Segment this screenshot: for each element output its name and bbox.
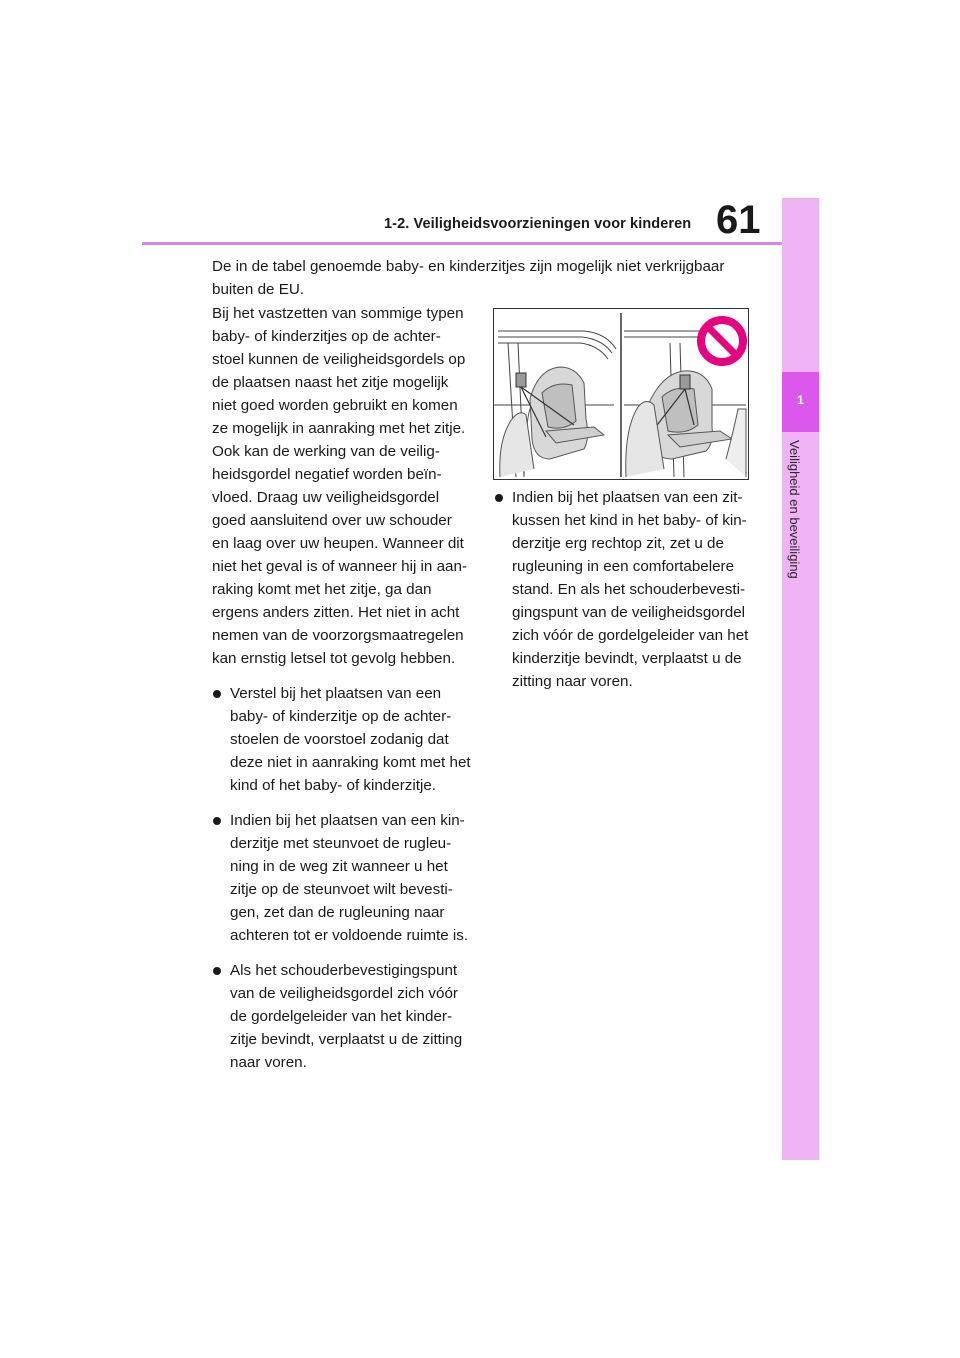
list-item <box>494 486 756 693</box>
list-item-text: Verstel bij het plaatsen van een baby- of kinderzitje op de achter-stoelen de voorstoel zodanig dat deze niet in aanraking komt met het kind of het baby- of kinderzitje. <box>230 685 471 794</box>
warning-paragraph: Bij het vastzetten van sommige typen baby- of kinderzitjes op de achter-stoel kunnen de veiligheidsgordels op de plaatsen naast het zitje mogelijk niet goed worden gebruikt en komen ze mogelijk in aanraking met het zitje. Ook kan de werking van de veilig-heidsgordel negatief worden beïn-vloed. Draag uw veiligheidsgordel goed aansluitend over uw schouder en laag over uw heupen. Wanneer dit niet het geval is of wanneer hij in aan-raking komt met het zitje, ga dan ergens anders zitten. Het niet in acht nemen van de voorzorgsmaatregelen kan ernstig letsel tot gevolg hebben. <box>212 305 467 667</box>
chapter-number: 1 <box>797 393 804 407</box>
header-divider <box>142 242 782 245</box>
chapter-label: Veiligheid en beveiliging <box>787 440 802 579</box>
left-column <box>212 302 472 1074</box>
bullet-icon <box>213 967 221 975</box>
page-number: 61 <box>716 198 761 242</box>
bullet-icon <box>213 690 221 698</box>
list-item-text: Als het schouderbevestigingspunt van de veiligheidsgordel zich vóór de gordelgeleider van het kinder-zitje bevindt, verplaatst u de zitting naar voren. <box>230 962 463 1071</box>
list-item <box>212 809 472 947</box>
list-item-text: Indien bij het plaatsen van een zit-kussen het kind in het baby- of kin-derzitje erg rechtop zit, zet u de rugleuning in een comfortabelere stand. En als het schouderbevesti-gingspunt van de veiligheidsgordel zich vóór de gordelgeleider van het kinderzitje bevindt, verplaatst u de zitting naar voren. <box>512 489 749 690</box>
prohibition-icon <box>697 316 747 366</box>
bullet-icon <box>213 817 221 825</box>
list-item <box>212 682 472 797</box>
list-item <box>212 959 472 1074</box>
right-column <box>494 486 756 693</box>
child-seat-correct-icon <box>494 331 616 477</box>
list-item-text: Indien bij het plaatsen van een kin-derzitje met steunvoet de rugleu-ning in de weg zit wanneer u het zitje op de steunvoet wilt bevesti-gen, zet dan de rugleuning naar achteren tot er voldoende ruimte is. <box>230 812 469 944</box>
section-title: 1-2. Veiligheidsvoorzieningen voor kinderen <box>384 216 692 232</box>
bullet-icon <box>495 494 503 502</box>
intro-paragraph: De in de tabel genoemde baby- en kinderzitjes zijn mogelijk niet verkrijgbaar buiten de EU. <box>212 258 725 298</box>
child-seat-drawing <box>494 309 748 479</box>
side-chapter-tab <box>782 198 819 1160</box>
child-seat-illustration <box>493 308 749 480</box>
